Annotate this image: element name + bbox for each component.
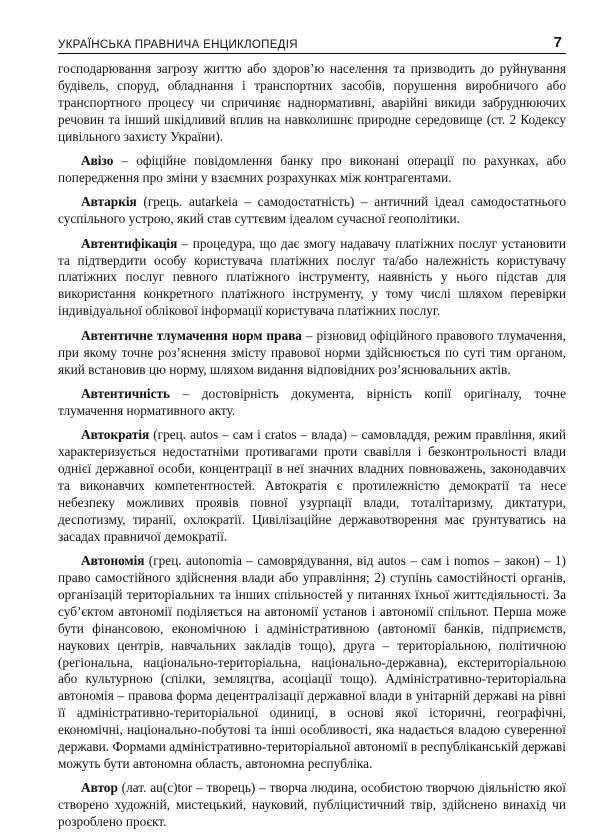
entry-avtonomiia <box>58 553 566 773</box>
entry-text: (грець. autarkeia – самодостатність) – античний ідеал самодостатнього суспільного устрою, який став суттєвим ідеалом сучасної геополітики. <box>58 194 566 227</box>
entry-term: Автократія <box>81 427 150 443</box>
entry-term: Автентичне тлумачення норм права <box>81 327 302 343</box>
entry-text: – офіційне повідомлення банку про виконані операції по рахунках, або попередження про зміни у взаємних розрахунках між контрагентами. <box>58 153 566 185</box>
entry-text: (лат. au(c)tor – творець) – творча людина, особистою творчою діяльністю якої створено художній, мистецький, науковий, публіцистичний твір, здійснено винахід чи розроблено проєкт. <box>58 780 566 830</box>
entry-term: Авізо <box>81 153 114 169</box>
entry-text: – достовірність документа, вірність копії оригіналу, точне тлумачення нормативного акту. <box>58 385 566 418</box>
entry-text: господарювання загрозу життю або здоров’ю населення та призводить до руйнування будівель, споруд, обладнання і транспортних засобів, порушення виробничого або транспортного процесу чи спричиняє наднормативні, аварійні викиди забруднюючих речовин та інший шкідливий вплив на навколишнє природне середовище (ст. 2 Кодексу цивільного захисту України). <box>58 61 566 144</box>
entry-avtokratiia <box>58 427 566 545</box>
entry-continuation <box>58 61 566 146</box>
entry-term: Автентифікація <box>81 235 178 251</box>
running-head <box>58 0 566 54</box>
entry-term: Автентичність <box>81 385 171 401</box>
entry-term: Автор <box>81 780 118 796</box>
entry-avtarkiia <box>58 194 566 228</box>
entry-avtentychnist <box>58 386 566 420</box>
entry-avizo <box>58 153 566 187</box>
entry-avtentychne-tlumachennia <box>58 328 566 379</box>
entry-term: Автономія <box>81 553 145 569</box>
entries-column <box>58 61 566 831</box>
entry-text: (грец. autonomia – самоврядування, від autos – сам і nomos – закон) – 1) право самостійного здійснення влади або управління; 2) ступінь самостійності органів, організацій територіальних та інших спільностей у питаннях їхньої життєдіяльності. За суб’єктом автономії поділяється на автономії установ і автономії спільнот. Перша може бути фінансовою, економічною і адміністративною (автономії банків, підприємств, наукових центрів, навчальних закладів тощо), друга – територіальною, політичною (регіональна, національно-територіальна, національно-державна), екстериторіальною або культурною (спілки, земляцтва, асоціації тощо). Адміністративно-територіальна автономія – правова форма децентралізації державної влади в унітарній державі на рівні її адміністративно-територіальної одиниці, в основі якої історичні, географічні, економічні, національно-побутові та інші особливості, яка надається владою суверенної держави. Формами адміністративно-територіальної автономії в республіканській державі можуть бути автономна область, автономна республіка. <box>58 553 566 771</box>
page-number: 7 <box>553 34 562 51</box>
entry-term: Автаркія <box>81 194 137 210</box>
entry-avtor <box>58 780 566 831</box>
entry-text: – різновид офіційного правового тлумачення, при якому точне роз’яснення змісту правової норми здійснюється по суті тим органом, який встановив цю норму, шляхом видання відповідних роз’яснювальних актів. <box>58 327 566 377</box>
entry-text: (грец. autos – сам і cratos – влада) – самовладдя, режим правління, який характеризується недостатніми противагами проти свавілля і безконтрольності влади однієї державної особи, концентрації в неї значних владних повноважень, законодавчих та виконавчих компетентностей. Автократія є протилежністю демократії та несе небезпеку можливих проявів повної узурпації влади, тоталітаризму, диктатури, деспотизму, тиранії, охлократії. Цивілізаційне державотворення має ґрунтуватись на засадах правничої демократії. <box>58 427 566 544</box>
running-title: УКРАЇНСЬКА ПРАВНИЧА ЕНЦИКЛОПЕДІЯ <box>58 39 298 51</box>
entry-text: – процедура, що дає змогу надавачу платіжних послуг установити та підтвердити особу користувача платіжних послуг та/або належність користувачу платіжних послуг певного платіжного інструменту, наявність у нього підстав для використання конкретного платіжного інструменту, у тому числі шляхом перевірки індивідуальної облікової інформації користувача платіжних послуг. <box>58 235 566 319</box>
entry-avtentyfikatsiia <box>58 236 566 321</box>
